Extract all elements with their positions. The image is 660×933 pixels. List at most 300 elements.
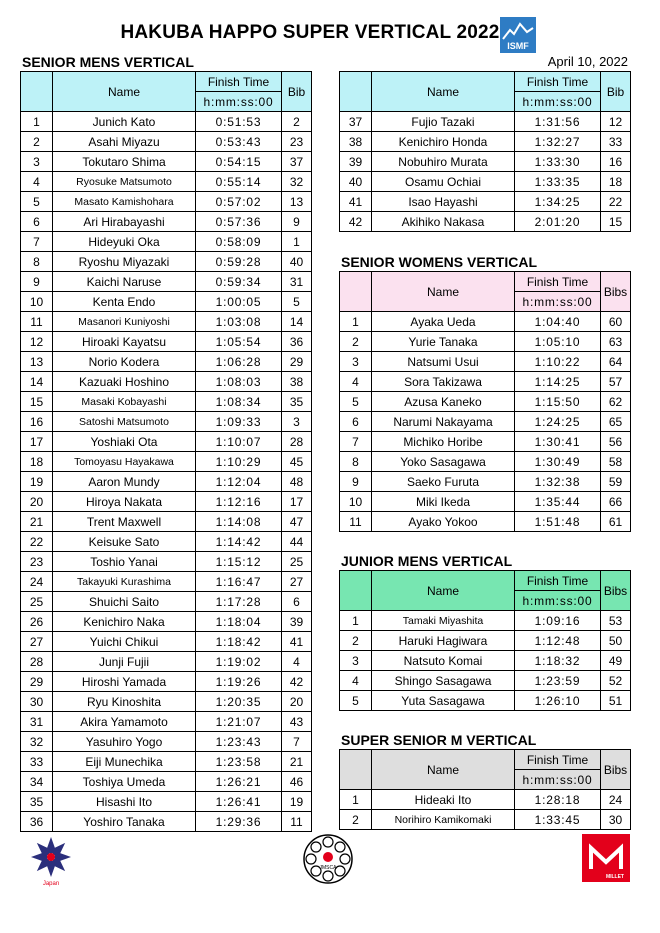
name-cell: Takayuki Kurashima <box>53 572 196 592</box>
time-cell: 1:32:38 <box>515 472 601 492</box>
bibs-header: Bibs <box>601 571 631 611</box>
time-cell: 1:30:41 <box>515 432 601 452</box>
rank-cell: 9 <box>340 472 372 492</box>
time-cell: 1:23:59 <box>515 671 601 691</box>
name-cell: Masaki Kobayashi <box>53 392 196 412</box>
rank-cell: 18 <box>21 452 53 472</box>
time-cell: 2:01:20 <box>515 212 601 232</box>
rank-cell: 27 <box>21 632 53 652</box>
time-cell: 1:14:42 <box>196 532 282 552</box>
table-row <box>340 332 631 352</box>
rank-cell: 26 <box>21 612 53 632</box>
table-row <box>340 790 631 810</box>
bib-cell: 66 <box>601 492 631 512</box>
time-cell: 0:54:15 <box>196 152 282 172</box>
bib-cell: 19 <box>282 792 312 812</box>
name-cell: Akihiko Nakasa <box>372 212 515 232</box>
name-cell: Tokutaro Shima <box>53 152 196 172</box>
time-cell: 1:26:10 <box>515 691 601 711</box>
time-cell: 1:33:35 <box>515 172 601 192</box>
time-cell: 0:59:28 <box>196 252 282 272</box>
rank-cell: 31 <box>21 712 53 732</box>
rank-cell: 42 <box>340 212 372 232</box>
name-cell: Kenichiro Naka <box>53 612 196 632</box>
rank-cell: 21 <box>21 512 53 532</box>
bib-cell: 5 <box>282 292 312 312</box>
table-row <box>340 212 631 232</box>
bib-cell: 1 <box>282 232 312 252</box>
bib-cell: 36 <box>282 332 312 352</box>
bib-cell: 22 <box>601 192 631 212</box>
time-cell: 1:26:21 <box>196 772 282 792</box>
bib-cell: 12 <box>601 112 631 132</box>
junior-mens-table <box>339 570 631 711</box>
time-cell: 1:35:44 <box>515 492 601 512</box>
bib-cell: 21 <box>282 752 312 772</box>
time-cell: 1:23:43 <box>196 732 282 752</box>
bib-cell: 40 <box>282 252 312 272</box>
table-row <box>340 312 631 332</box>
bib-cell: 52 <box>601 671 631 691</box>
time-format-header: h:mm:ss:00 <box>196 92 282 112</box>
name-cell: Nobuhiro Murata <box>372 152 515 172</box>
rank-cell: 2 <box>340 810 372 830</box>
bib-cell: 23 <box>282 132 312 152</box>
bib-cell: 48 <box>282 472 312 492</box>
rank-cell: 8 <box>21 252 53 272</box>
rank-cell: 6 <box>21 212 53 232</box>
time-cell: 1:19:02 <box>196 652 282 672</box>
svg-text:ISMF: ISMF <box>507 41 529 51</box>
table-row <box>340 651 631 671</box>
rank-header <box>340 750 372 790</box>
bib-cell: 31 <box>282 272 312 292</box>
name-cell: Kenichiro Honda <box>372 132 515 152</box>
table-row <box>21 632 312 652</box>
page-title: HAKUBA HAPPO SUPER VERTICAL 2022 <box>120 22 500 43</box>
name-cell: Ayako Yokoo <box>372 512 515 532</box>
table-row <box>340 472 631 492</box>
name-cell: Yurie Tanaka <box>372 332 515 352</box>
rank-cell: 36 <box>21 812 53 832</box>
rank-cell: 40 <box>340 172 372 192</box>
table-row <box>21 412 312 432</box>
bib-cell: 37 <box>282 152 312 172</box>
rank-cell: 1 <box>340 611 372 631</box>
rank-cell: 3 <box>21 152 53 172</box>
bib-cell: 27 <box>282 572 312 592</box>
bib-cell: 17 <box>282 492 312 512</box>
time-cell: 1:18:42 <box>196 632 282 652</box>
svg-text:Japan: Japan <box>42 881 60 887</box>
bib-cell: 24 <box>601 790 631 810</box>
rank-cell: 25 <box>21 592 53 612</box>
table-row <box>21 152 312 172</box>
name-cell: Azusa Kaneko <box>372 392 515 412</box>
senior-womens-table <box>339 271 631 532</box>
name-cell: Yuichi Chikui <box>53 632 196 652</box>
name-cell: Keisuke Sato <box>53 532 196 552</box>
rank-cell: 33 <box>21 752 53 772</box>
name-cell: Hideyuki Oka <box>53 232 196 252</box>
table-row <box>21 372 312 392</box>
time-cell: 1:23:58 <box>196 752 282 772</box>
name-cell: Yuta Sasagawa <box>372 691 515 711</box>
rank-cell: 1 <box>340 312 372 332</box>
rank-cell: 9 <box>21 272 53 292</box>
table-row <box>340 492 631 512</box>
name-cell: Sora Takizawa <box>372 372 515 392</box>
rank-cell: 12 <box>21 332 53 352</box>
name-cell: Saeko Furuta <box>372 472 515 492</box>
name-cell: Yoko Sasagawa <box>372 452 515 472</box>
name-cell: Masanori Kuniyoshi <box>53 312 196 332</box>
rank-cell: 35 <box>21 792 53 812</box>
table-row <box>340 691 631 711</box>
time-format-header: h:mm:ss:00 <box>515 92 601 112</box>
table-row <box>21 232 312 252</box>
table-row <box>21 472 312 492</box>
bibs-header: Bibs <box>601 750 631 790</box>
time-cell: 1:16:47 <box>196 572 282 592</box>
table-row <box>21 752 312 772</box>
name-cell: Hisashi Ito <box>53 792 196 812</box>
table-row <box>21 452 312 472</box>
rank-cell: 7 <box>21 232 53 252</box>
time-cell: 1:29:36 <box>196 812 282 832</box>
time-cell: 0:53:43 <box>196 132 282 152</box>
table-row <box>340 452 631 472</box>
time-cell: 0:57:02 <box>196 192 282 212</box>
name-cell: Junji Fujii <box>53 652 196 672</box>
bib-cell: 7 <box>282 732 312 752</box>
bib-cell: 44 <box>282 532 312 552</box>
table-row <box>21 532 312 552</box>
time-cell: 1:10:07 <box>196 432 282 452</box>
bib-cell: 32 <box>282 172 312 192</box>
name-cell: Tamaki Miyashita <box>372 611 515 631</box>
time-cell: 1:08:03 <box>196 372 282 392</box>
senior-mens-continued-table <box>339 71 631 232</box>
finish-time-header: Finish Time <box>196 72 282 92</box>
name-cell: Tomoyasu Hayakawa <box>53 452 196 472</box>
time-cell: 1:12:16 <box>196 492 282 512</box>
time-cell: 1:26:41 <box>196 792 282 812</box>
rank-cell: 4 <box>21 172 53 192</box>
table-row <box>340 192 631 212</box>
rank-cell: 1 <box>340 790 372 810</box>
rank-cell: 23 <box>21 552 53 572</box>
table-row <box>340 631 631 651</box>
table-row <box>21 332 312 352</box>
time-cell: 1:10:29 <box>196 452 282 472</box>
name-cell: Yoshiro Tanaka <box>53 812 196 832</box>
time-cell: 0:55:14 <box>196 172 282 192</box>
table-row <box>340 132 631 152</box>
table-row <box>21 812 312 832</box>
time-cell: 1:00:05 <box>196 292 282 312</box>
bib-cell: 58 <box>601 452 631 472</box>
time-cell: 1:14:25 <box>515 372 601 392</box>
time-cell: 1:08:34 <box>196 392 282 412</box>
senior-womens-title: SENIOR WOMENS VERTICAL <box>341 254 538 270</box>
ismf-logo <box>500 17 536 53</box>
time-cell: 1:10:22 <box>515 352 601 372</box>
table-row <box>21 692 312 712</box>
time-cell: 0:59:34 <box>196 272 282 292</box>
svg-text:MILLET: MILLET <box>605 874 624 880</box>
rank-header <box>340 571 372 611</box>
time-cell: 1:18:04 <box>196 612 282 632</box>
rank-cell: 4 <box>340 372 372 392</box>
bib-cell: 4 <box>282 652 312 672</box>
name-cell: Shingo Sasagawa <box>372 671 515 691</box>
bib-cell: 33 <box>601 132 631 152</box>
name-cell: Natsumi Usui <box>372 352 515 372</box>
table-row <box>340 412 631 432</box>
name-cell: Osamu Ochiai <box>372 172 515 192</box>
finish-time-header: Finish Time <box>515 272 601 292</box>
bib-cell: 60 <box>601 312 631 332</box>
name-cell: Asahi Miyazu <box>53 132 196 152</box>
rank-cell: 5 <box>340 691 372 711</box>
time-cell: 1:12:04 <box>196 472 282 492</box>
rank-cell: 2 <box>340 332 372 352</box>
rank-cell: 16 <box>21 412 53 432</box>
jmsca-logo <box>302 833 354 885</box>
name-cell: Yasuhiro Yogo <box>53 732 196 752</box>
name-header: Name <box>372 571 515 611</box>
time-cell: 1:17:28 <box>196 592 282 612</box>
name-cell: Fujio Tazaki <box>372 112 515 132</box>
rank-cell: 10 <box>340 492 372 512</box>
time-cell: 1:12:48 <box>515 631 601 651</box>
time-cell: 1:06:28 <box>196 352 282 372</box>
rank-cell: 11 <box>21 312 53 332</box>
bib-cell: 30 <box>601 810 631 830</box>
table-row <box>21 252 312 272</box>
name-cell: Natsuto Komai <box>372 651 515 671</box>
bib-cell: 20 <box>282 692 312 712</box>
time-cell: 1:15:50 <box>515 392 601 412</box>
bib-cell: 13 <box>282 192 312 212</box>
senior-mens-table <box>20 71 312 832</box>
table-row <box>21 652 312 672</box>
rank-header <box>340 272 372 312</box>
rank-cell: 8 <box>340 452 372 472</box>
bib-cell: 57 <box>601 372 631 392</box>
name-cell: Norio Kodera <box>53 352 196 372</box>
table-row <box>21 432 312 452</box>
name-header: Name <box>372 272 515 312</box>
name-cell: Kenta Endo <box>53 292 196 312</box>
rank-cell: 7 <box>340 432 372 452</box>
time-cell: 1:32:27 <box>515 132 601 152</box>
table-row <box>21 112 312 132</box>
bib-cell: 59 <box>601 472 631 492</box>
super-senior-title: SUPER SENIOR M VERTICAL <box>341 732 537 748</box>
bib-cell: 9 <box>282 212 312 232</box>
rank-cell: 2 <box>21 132 53 152</box>
rank-cell: 24 <box>21 572 53 592</box>
time-cell: 1:30:49 <box>515 452 601 472</box>
name-header: Name <box>53 72 196 112</box>
finish-time-header: Finish Time <box>515 571 601 591</box>
rank-cell: 2 <box>340 631 372 651</box>
bib-cell: 18 <box>601 172 631 192</box>
time-cell: 1:33:45 <box>515 810 601 830</box>
table-row <box>21 392 312 412</box>
senior-mens-title: SENIOR MENS VERTICAL <box>22 54 194 70</box>
rank-cell: 15 <box>21 392 53 412</box>
bib-cell: 38 <box>282 372 312 392</box>
name-cell: Trent Maxwell <box>53 512 196 532</box>
rank-cell: 1 <box>21 112 53 132</box>
bib-cell: 62 <box>601 392 631 412</box>
table-row <box>21 732 312 752</box>
time-cell: 1:05:54 <box>196 332 282 352</box>
bib-cell: 14 <box>282 312 312 332</box>
rank-cell: 38 <box>340 132 372 152</box>
bib-cell: 25 <box>282 552 312 572</box>
bib-cell: 63 <box>601 332 631 352</box>
table-row <box>21 512 312 532</box>
name-cell: Satoshi Matsumoto <box>53 412 196 432</box>
rank-cell: 10 <box>21 292 53 312</box>
bib-cell: 35 <box>282 392 312 412</box>
rank-header <box>21 72 53 112</box>
name-header: Name <box>372 750 515 790</box>
bib-cell: 16 <box>601 152 631 172</box>
bib-cell: 49 <box>601 651 631 671</box>
bibs-header: Bibs <box>601 272 631 312</box>
rank-cell: 37 <box>340 112 372 132</box>
time-cell: 1:18:32 <box>515 651 601 671</box>
table-row <box>340 611 631 631</box>
bib-header: Bib <box>282 72 312 112</box>
rank-cell: 19 <box>21 472 53 492</box>
rank-cell: 3 <box>340 352 372 372</box>
time-cell: 1:20:35 <box>196 692 282 712</box>
name-cell: Hideaki Ito <box>372 790 515 810</box>
bib-cell: 41 <box>282 632 312 652</box>
table-row <box>340 172 631 192</box>
bib-cell: 6 <box>282 592 312 612</box>
name-header: Name <box>372 72 515 112</box>
super-senior-table <box>339 749 631 830</box>
name-cell: Hiroshi Yamada <box>53 672 196 692</box>
table-row <box>340 372 631 392</box>
table-row <box>340 512 631 532</box>
rank-cell: 13 <box>21 352 53 372</box>
name-cell: Kaichi Naruse <box>53 272 196 292</box>
finish-time-header: Finish Time <box>515 72 601 92</box>
name-cell: Hiroya Nakata <box>53 492 196 512</box>
rank-cell: 4 <box>340 671 372 691</box>
rank-cell: 39 <box>340 152 372 172</box>
bib-cell: 51 <box>601 691 631 711</box>
name-cell: Kazuaki Hoshino <box>53 372 196 392</box>
bib-cell: 56 <box>601 432 631 452</box>
table-row <box>21 712 312 732</box>
table-row <box>21 132 312 152</box>
rank-cell: 22 <box>21 532 53 552</box>
table-row <box>340 432 631 452</box>
time-cell: 1:33:30 <box>515 152 601 172</box>
name-cell: Toshiya Umeda <box>53 772 196 792</box>
bib-cell: 64 <box>601 352 631 372</box>
table-row <box>340 352 631 372</box>
name-cell: Toshio Yanai <box>53 552 196 572</box>
time-cell: 1:24:25 <box>515 412 601 432</box>
table-row <box>21 272 312 292</box>
name-cell: Aaron Mundy <box>53 472 196 492</box>
table-row <box>21 312 312 332</box>
table-row <box>21 572 312 592</box>
table-row <box>340 152 631 172</box>
name-cell: Narumi Nakayama <box>372 412 515 432</box>
rank-cell: 11 <box>340 512 372 532</box>
rank-cell: 6 <box>340 412 372 432</box>
rank-cell: 14 <box>21 372 53 392</box>
bib-header: Bib <box>601 72 631 112</box>
bib-cell: 29 <box>282 352 312 372</box>
name-cell: Norihiro Kamikomaki <box>372 810 515 830</box>
bib-cell: 15 <box>601 212 631 232</box>
time-cell: 1:05:10 <box>515 332 601 352</box>
bib-cell: 50 <box>601 631 631 651</box>
name-cell: Ayaka Ueda <box>372 312 515 332</box>
name-cell: Haruki Hagiwara <box>372 631 515 651</box>
finish-time-header: Finish Time <box>515 750 601 770</box>
name-cell: Miki Ikeda <box>372 492 515 512</box>
bib-cell: 43 <box>282 712 312 732</box>
time-cell: 1:04:40 <box>515 312 601 332</box>
rank-cell: 28 <box>21 652 53 672</box>
name-cell: Akira Yamamoto <box>53 712 196 732</box>
rank-header <box>340 72 372 112</box>
name-cell: Ryosuke Matsumoto <box>53 172 196 192</box>
time-cell: 1:09:16 <box>515 611 601 631</box>
rank-cell: 41 <box>340 192 372 212</box>
table-row <box>340 810 631 830</box>
time-cell: 1:31:56 <box>515 112 601 132</box>
time-cell: 1:51:48 <box>515 512 601 532</box>
table-row <box>340 112 631 132</box>
time-format-header: h:mm:ss:00 <box>515 591 601 611</box>
table-row <box>21 552 312 572</box>
rank-cell: 3 <box>340 651 372 671</box>
rank-cell: 32 <box>21 732 53 752</box>
time-cell: 1:21:07 <box>196 712 282 732</box>
svg-text:JMSCA: JMSCA <box>319 865 337 871</box>
name-cell: Masato Kamishohara <box>53 192 196 212</box>
bib-cell: 3 <box>282 412 312 432</box>
name-cell: Yoshiaki Ota <box>53 432 196 452</box>
time-cell: 1:19:26 <box>196 672 282 692</box>
millet-logo <box>582 834 630 882</box>
bib-cell: 53 <box>601 611 631 631</box>
table-row <box>21 492 312 512</box>
rank-cell: 5 <box>340 392 372 412</box>
rank-cell: 30 <box>21 692 53 712</box>
time-cell: 1:09:33 <box>196 412 282 432</box>
time-cell: 1:28:18 <box>515 790 601 810</box>
table-row <box>21 672 312 692</box>
name-cell: Michiko Horibe <box>372 432 515 452</box>
ski-japan-logo <box>28 835 74 887</box>
table-row <box>340 671 631 691</box>
